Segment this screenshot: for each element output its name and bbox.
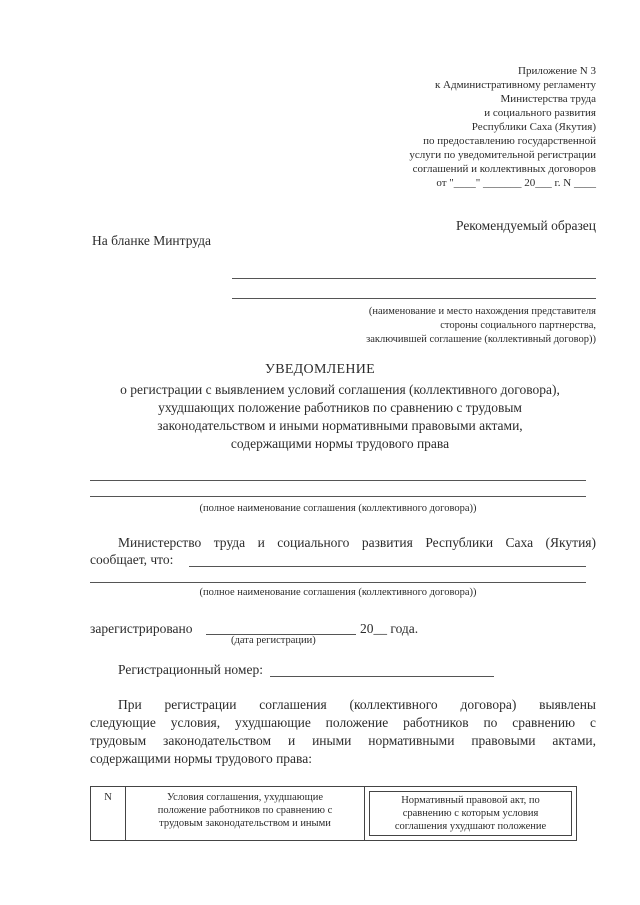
party-hint-line: заключившей соглашение (коллективный договор)) [366, 334, 596, 345]
table-header-conditions [126, 787, 365, 841]
table-header-act [365, 787, 577, 841]
agreement-name-hint-2: (полное наименование соглашения (коллективного договора)) [199, 587, 477, 598]
conditions-paragraph [90, 696, 596, 768]
header-line: услуги по уведомительной регистрации [409, 149, 596, 161]
header-line: по предоставлению государственной [423, 135, 596, 147]
paragraph-line: содержащими нормы трудового права: [90, 751, 312, 766]
header-line: и социального развития [484, 107, 596, 119]
table-header-text: Условия соглашения, ухудшающие [167, 792, 323, 803]
party-line-1 [232, 278, 596, 279]
header-line: соглашений и коллективных договоров [412, 163, 596, 175]
letterhead-note: На бланке Минтруда [92, 233, 212, 248]
table-header-text: Нормативный правовой акт, по [401, 795, 540, 806]
party-hint [276, 305, 596, 347]
subtitle-line: содержащими нормы трудового права [230, 436, 450, 451]
ministry-line: Министерство труда и социального развития Республики Саха (Якутия) [118, 535, 596, 550]
header-line: Республики Саха (Якутия) [471, 121, 596, 133]
reg-number-label: Регистрационный номер: [118, 662, 263, 677]
agreement-line-1 [90, 480, 586, 481]
table-header-text: сравнению с которым условия [402, 808, 539, 819]
document-subtitle [80, 381, 600, 453]
conditions-table [90, 786, 577, 841]
party-hint-line: (наименование и место нахождения представителя [368, 306, 596, 317]
registered-label: зарегистрировано [90, 621, 193, 636]
header-line: Министерства труда [500, 93, 596, 105]
agreement-name-hint: (полное наименование соглашения (коллективного договора)) [199, 503, 477, 514]
table-header-number-text: N [104, 792, 112, 803]
table-header-row [91, 787, 577, 841]
party-line-2 [232, 298, 596, 299]
table-header-text: трудовым законодательством и иными [159, 818, 331, 829]
table-header-text: положение работников по сравнению с [157, 805, 333, 816]
agreement-line-3 [90, 582, 586, 583]
reg-number-line [270, 676, 494, 677]
subtitle-line: о регистрации с выявлением условий соглашения (коллективного договора), [120, 382, 560, 397]
reports-line [189, 566, 586, 567]
document-header [336, 64, 596, 190]
paragraph-line: трудовым законодательством и иными нормативными правовыми актами, [90, 733, 596, 748]
subtitle-line: законодательством и иными нормативными правовыми актами, [157, 418, 523, 433]
party-hint-line: стороны социального партнерства, [440, 320, 596, 331]
year-suffix: 20__ года. [360, 621, 419, 636]
sample-label: Рекомендуемый образец [455, 218, 596, 233]
document-title: УВЕДОМЛЕНИЕ [264, 362, 376, 377]
header-line: к Административному регламенту [434, 79, 596, 91]
paragraph-line: следующие условия, ухудшающие положение работников по сравнению с [90, 715, 596, 730]
agreement-line-2 [90, 496, 586, 497]
table-header-text: соглашения ухудшают положение [394, 821, 547, 832]
reports-label: сообщает, что: [90, 552, 174, 567]
table-header-number [91, 787, 126, 841]
header-line: от "____" _______ 20___ г. N ____ [436, 177, 596, 189]
header-line: Приложение N 3 [518, 65, 596, 77]
subtitle-line: ухудшающих положение работников по сравнению с трудовым [158, 400, 522, 415]
date-hint: (дата регистрации) [231, 635, 316, 646]
paragraph-line: При регистрации соглашения (коллективного договора) выявлены [118, 697, 596, 712]
